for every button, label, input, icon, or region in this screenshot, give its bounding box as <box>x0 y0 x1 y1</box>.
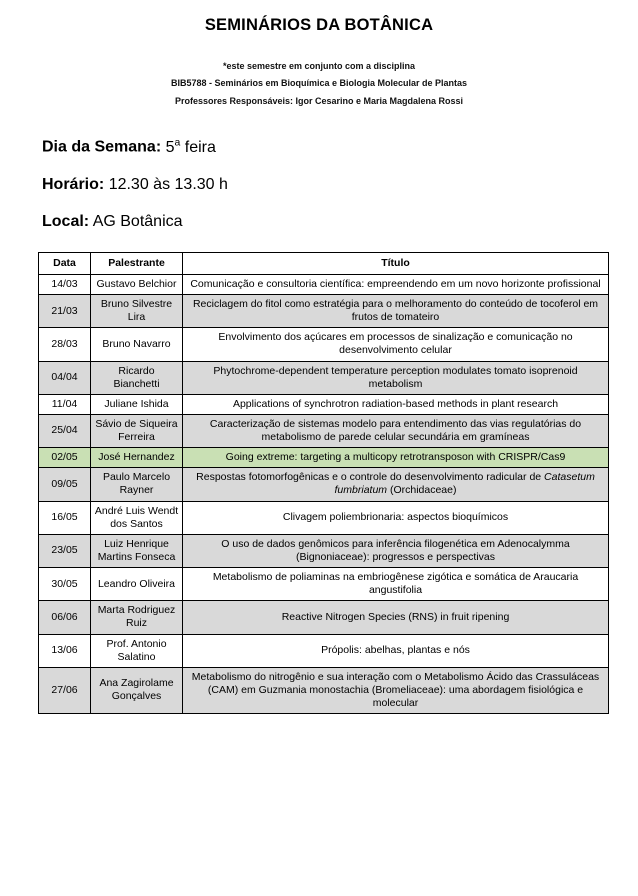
subheading-block <box>34 58 604 111</box>
cell-palestrante: Paulo Marcelo Rayner <box>91 468 183 501</box>
cell-palestrante: Gustavo Belchior <box>91 274 183 294</box>
field-dia-da-semana-value: 5$^a$ feira <box>165 137 216 156</box>
page-title: SEMINÁRIOS DA BOTÂNICA <box>204 16 434 34</box>
subheading-line-3: Professores Responsáveis: Igor Cesarino e Maria Magdalena Rossi <box>174 95 464 106</box>
subheading-line-2: BIB5788 - Seminários em Bioquímica e Biologia Molecular de Plantas <box>170 78 468 89</box>
table-row <box>39 448 609 468</box>
cell-titulo: O uso de dados genômicos para inferência filogenética em Adenocalymma (Bignoniaceae): progressos e perspectivas <box>183 534 609 567</box>
table-row <box>39 414 609 447</box>
cell-titulo: Respostas fotomorfogênicas e o controle do desenvolvimento radicular de Catasetum fumbriatum (Orchidaceae) <box>183 468 609 501</box>
table-header-row <box>39 252 609 274</box>
field-dia-da-semana-label: Dia da Semana: <box>42 138 162 156</box>
cell-data: 13/06 <box>39 634 91 667</box>
subheading-line-1: *este semestre em conjunto com a disciplina <box>222 60 416 71</box>
cell-titulo: Applications of synchrotron radiation-based methods in plant research <box>183 394 609 414</box>
cell-data: 16/05 <box>39 501 91 534</box>
cell-data: 23/05 <box>39 534 91 567</box>
seminars-table-body <box>39 274 609 713</box>
cell-titulo: Phytochrome-dependent temperature perception modulates tomato isoprenoid metabolism <box>183 361 609 394</box>
field-horario-label: Horário: <box>42 175 105 193</box>
field-horario <box>42 175 604 195</box>
cell-palestrante: Prof. Antonio Salatino <box>91 634 183 667</box>
cell-data: 02/05 <box>39 448 91 468</box>
cell-palestrante: José Hernandez <box>91 448 183 468</box>
cell-data: 25/04 <box>39 414 91 447</box>
table-row <box>39 534 609 567</box>
seminars-table <box>38 252 609 714</box>
table-row <box>39 468 609 501</box>
cell-titulo: Metabolismo do nitrogênio e sua interação com o Metabolismo Ácido das Crassuláceas (CAM) em Guzmania monostachia (Bromeliaceae): uma abordagem fisiológica e molecular <box>183 667 609 713</box>
cell-data: 21/03 <box>39 295 91 328</box>
cell-data: 14/03 <box>39 274 91 294</box>
field-dia-da-semana <box>42 136 604 157</box>
column-header-palestrante: Palestrante <box>91 252 183 274</box>
table-row <box>39 328 609 361</box>
cell-data: 28/03 <box>39 328 91 361</box>
cell-data: 11/04 <box>39 394 91 414</box>
table-row <box>39 361 609 394</box>
field-horario-value: 12.30 às 13.30 h <box>108 175 228 193</box>
cell-titulo: Reactive Nitrogen Species (RNS) in fruit ripening <box>183 601 609 634</box>
ordinal-superscript: a <box>174 137 181 149</box>
field-local <box>42 212 604 232</box>
cell-palestrante: Leandro Oliveira <box>91 568 183 601</box>
table-row <box>39 394 609 414</box>
table-row <box>39 601 609 634</box>
cell-titulo: Comunicação e consultoria científica: empreendendo em um novo horizonte profissional <box>183 274 609 294</box>
field-local-value: AG Botânica <box>92 212 183 230</box>
table-row <box>39 295 609 328</box>
cell-palestrante: Bruno Navarro <box>91 328 183 361</box>
cell-palestrante: Bruno Silvestre Lira <box>91 295 183 328</box>
cell-palestrante: Juliane Ishida <box>91 394 183 414</box>
table-row <box>39 568 609 601</box>
cell-titulo: Reciclagem do fitol como estratégia para o melhoramento do conteúdo de tocoferol em frutos de tomateiro <box>183 295 609 328</box>
cell-data: 27/06 <box>39 667 91 713</box>
cell-data: 30/05 <box>39 568 91 601</box>
cell-data: 06/06 <box>39 601 91 634</box>
cell-titulo: Going extreme: targeting a multicopy retrotransposon with CRISPR/Cas9 <box>183 448 609 468</box>
table-row <box>39 274 609 294</box>
cell-data: 04/04 <box>39 361 91 394</box>
field-local-label: Local: <box>42 212 90 230</box>
cell-palestrante: Ana Zagirolame Gonçalves <box>91 667 183 713</box>
cell-titulo: Clivagem poliembrionaria: aspectos bioquímicos <box>183 501 609 534</box>
info-fields <box>34 136 604 231</box>
cell-titulo: Caracterização de sistemas modelo para entendimento das vias regulatórias do metabolismo de parede celular secundária em gramíneas <box>183 414 609 447</box>
cell-data: 09/05 <box>39 468 91 501</box>
table-row <box>39 501 609 534</box>
table-row <box>39 667 609 713</box>
cell-palestrante: Luiz Henrique Martins Fonseca <box>91 534 183 567</box>
column-header-titulo: Título <box>183 252 609 274</box>
table-row <box>39 634 609 667</box>
cell-palestrante: Ricardo Bianchetti <box>91 361 183 394</box>
cell-palestrante: André Luis Wendt dos Santos <box>91 501 183 534</box>
cell-titulo: Metabolismo de poliaminas na embriogênese zigótica e somática de Araucaria angustifolia <box>183 568 609 601</box>
cell-titulo: Própolis: abelhas, plantas e nós <box>183 634 609 667</box>
column-header-data: Data <box>39 252 91 274</box>
cell-titulo: Envolvimento dos açúcares em processos de sinalização e comunicação no desenvolvimento celular <box>183 328 609 361</box>
cell-palestrante: Marta Rodriguez Ruiz <box>91 601 183 634</box>
cell-palestrante: Sávio de Siqueira Ferreira <box>91 414 183 447</box>
